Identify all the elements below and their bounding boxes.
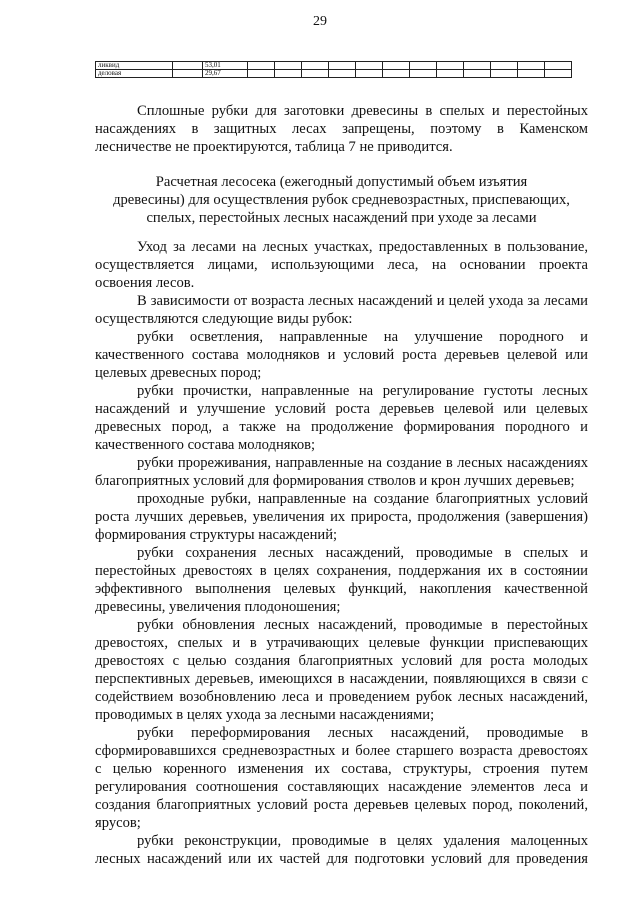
text-line: проходные рубки, направленные на создание благоприятных условий	[137, 491, 588, 507]
text-line: перспективных деревьев, имеющихся в насаждении, появляющихся в связи с	[95, 671, 588, 687]
text-line: с целью коренного изменения их состава, структуры, строения путем	[95, 761, 588, 777]
text-line: регулирования соотношения составляющих насаждение элементов леса и	[95, 779, 588, 795]
text-line: создания благоприятных условий роста деревьев целевых пород, поколений,	[95, 797, 588, 813]
table-row	[96, 62, 572, 70]
text-line: рубки переформирования лесных насаждений, проводимые в	[137, 725, 588, 741]
table-cell-name: деловая	[96, 70, 173, 78]
table-cell-value: 53,01	[203, 62, 248, 70]
text-line: целевых древесных пород;	[95, 365, 262, 381]
text-line: Сплошные рубки для заготовки древесины в спелых и перестойных	[137, 103, 588, 119]
text-line: древесины, увеличения плодоношения;	[95, 599, 341, 615]
text-line: древостоях, спелых и в утрачивающих целевые функции приспевающих	[95, 635, 588, 651]
text-line: рубки прочистки, направленные на регулирование густоты лесных	[137, 383, 588, 399]
text-line: освоения лесов.	[95, 275, 195, 291]
text-line: рубки обновления лесных насаждений, проводимые в перестойных	[137, 617, 588, 633]
text-line: сформировавшихся средневозрастных и более старшего возраста древостоях	[95, 743, 588, 759]
text-line: проводимых в целях ухода за лесными насаждениями;	[95, 707, 435, 723]
section-heading	[95, 173, 588, 227]
table-cell-name: ликвид	[96, 62, 173, 70]
text-line: Уход за лесами на лесных участках, предоставленных в пользование,	[137, 239, 588, 255]
text-line: рубки реконструкции, проводимые в целях удаления малоценных	[137, 833, 588, 849]
table-row	[96, 70, 572, 78]
text-line: качественного состава молодняков;	[95, 437, 316, 453]
text-line: лесничестве не проектируются, таблица 7 не приводится.	[95, 139, 453, 155]
text-line: насаждениях в защитных лесах запрещены, поэтому в Каменском	[95, 121, 588, 137]
text-line: ярусов;	[95, 815, 141, 831]
text-line: рубки прореживания, направленные на создание в лесных насаждениях	[137, 455, 588, 471]
heading-line: спелых, перестойных лесных насаждений при уходе за лесами	[146, 210, 537, 226]
text-line: древесных пород, а также на продолжение формирования породного и	[95, 419, 588, 435]
text-line: лесных насаждений или их частей для подготовки условий для проведения	[95, 851, 588, 867]
heading-line: древесины) для осуществления рубок средневозрастных, приспевающих,	[113, 192, 570, 208]
intro-paragraph	[95, 102, 588, 156]
heading-line: Расчетная лесосека (ежегодный допустимый объем изъятия	[155, 174, 528, 190]
page-number: 29	[313, 14, 327, 29]
text-line: насаждений и улучшение условий роста деревьев целевой или целевых	[95, 401, 588, 417]
text-line: древостоях с целью создания благоприятных условий для роста молодых	[95, 653, 588, 669]
text-line: осуществляются следующие виды рубок:	[95, 311, 353, 327]
text-line: роста лучших деревьев, увеличения их прироста, продолжения (завершения)	[95, 509, 588, 525]
table-fragment	[95, 61, 572, 78]
text-line: перестойных древостоях в целях сохранения, поддержания их в состоянии	[95, 563, 588, 579]
table-cell-value: 29,67	[203, 70, 248, 78]
text-line: рубки осветления, направленные на улучшение породного и	[137, 329, 588, 345]
body-text	[95, 238, 588, 868]
text-line: эффективного выполнения целевых функций, накопления качественной	[95, 581, 588, 597]
text-line: содействием возобновлению леса и проведением рубок лесных насаждений,	[95, 689, 588, 705]
text-line: качественного состава молодняков и условий роста деревьев целевой или	[95, 347, 588, 363]
text-line: формирования структуры насаждений;	[95, 527, 338, 543]
text-line: осуществляется лицами, использующими леса, на основании проекта	[95, 257, 588, 273]
text-line: рубки сохранения лесных насаждений, проводимые в спелых и	[137, 545, 588, 561]
text-line: благоприятных условий для формирования стволов и крон лучших деревьев;	[95, 473, 575, 489]
text-line: В зависимости от возраста лесных насаждений и целей ухода за лесами	[137, 293, 588, 309]
